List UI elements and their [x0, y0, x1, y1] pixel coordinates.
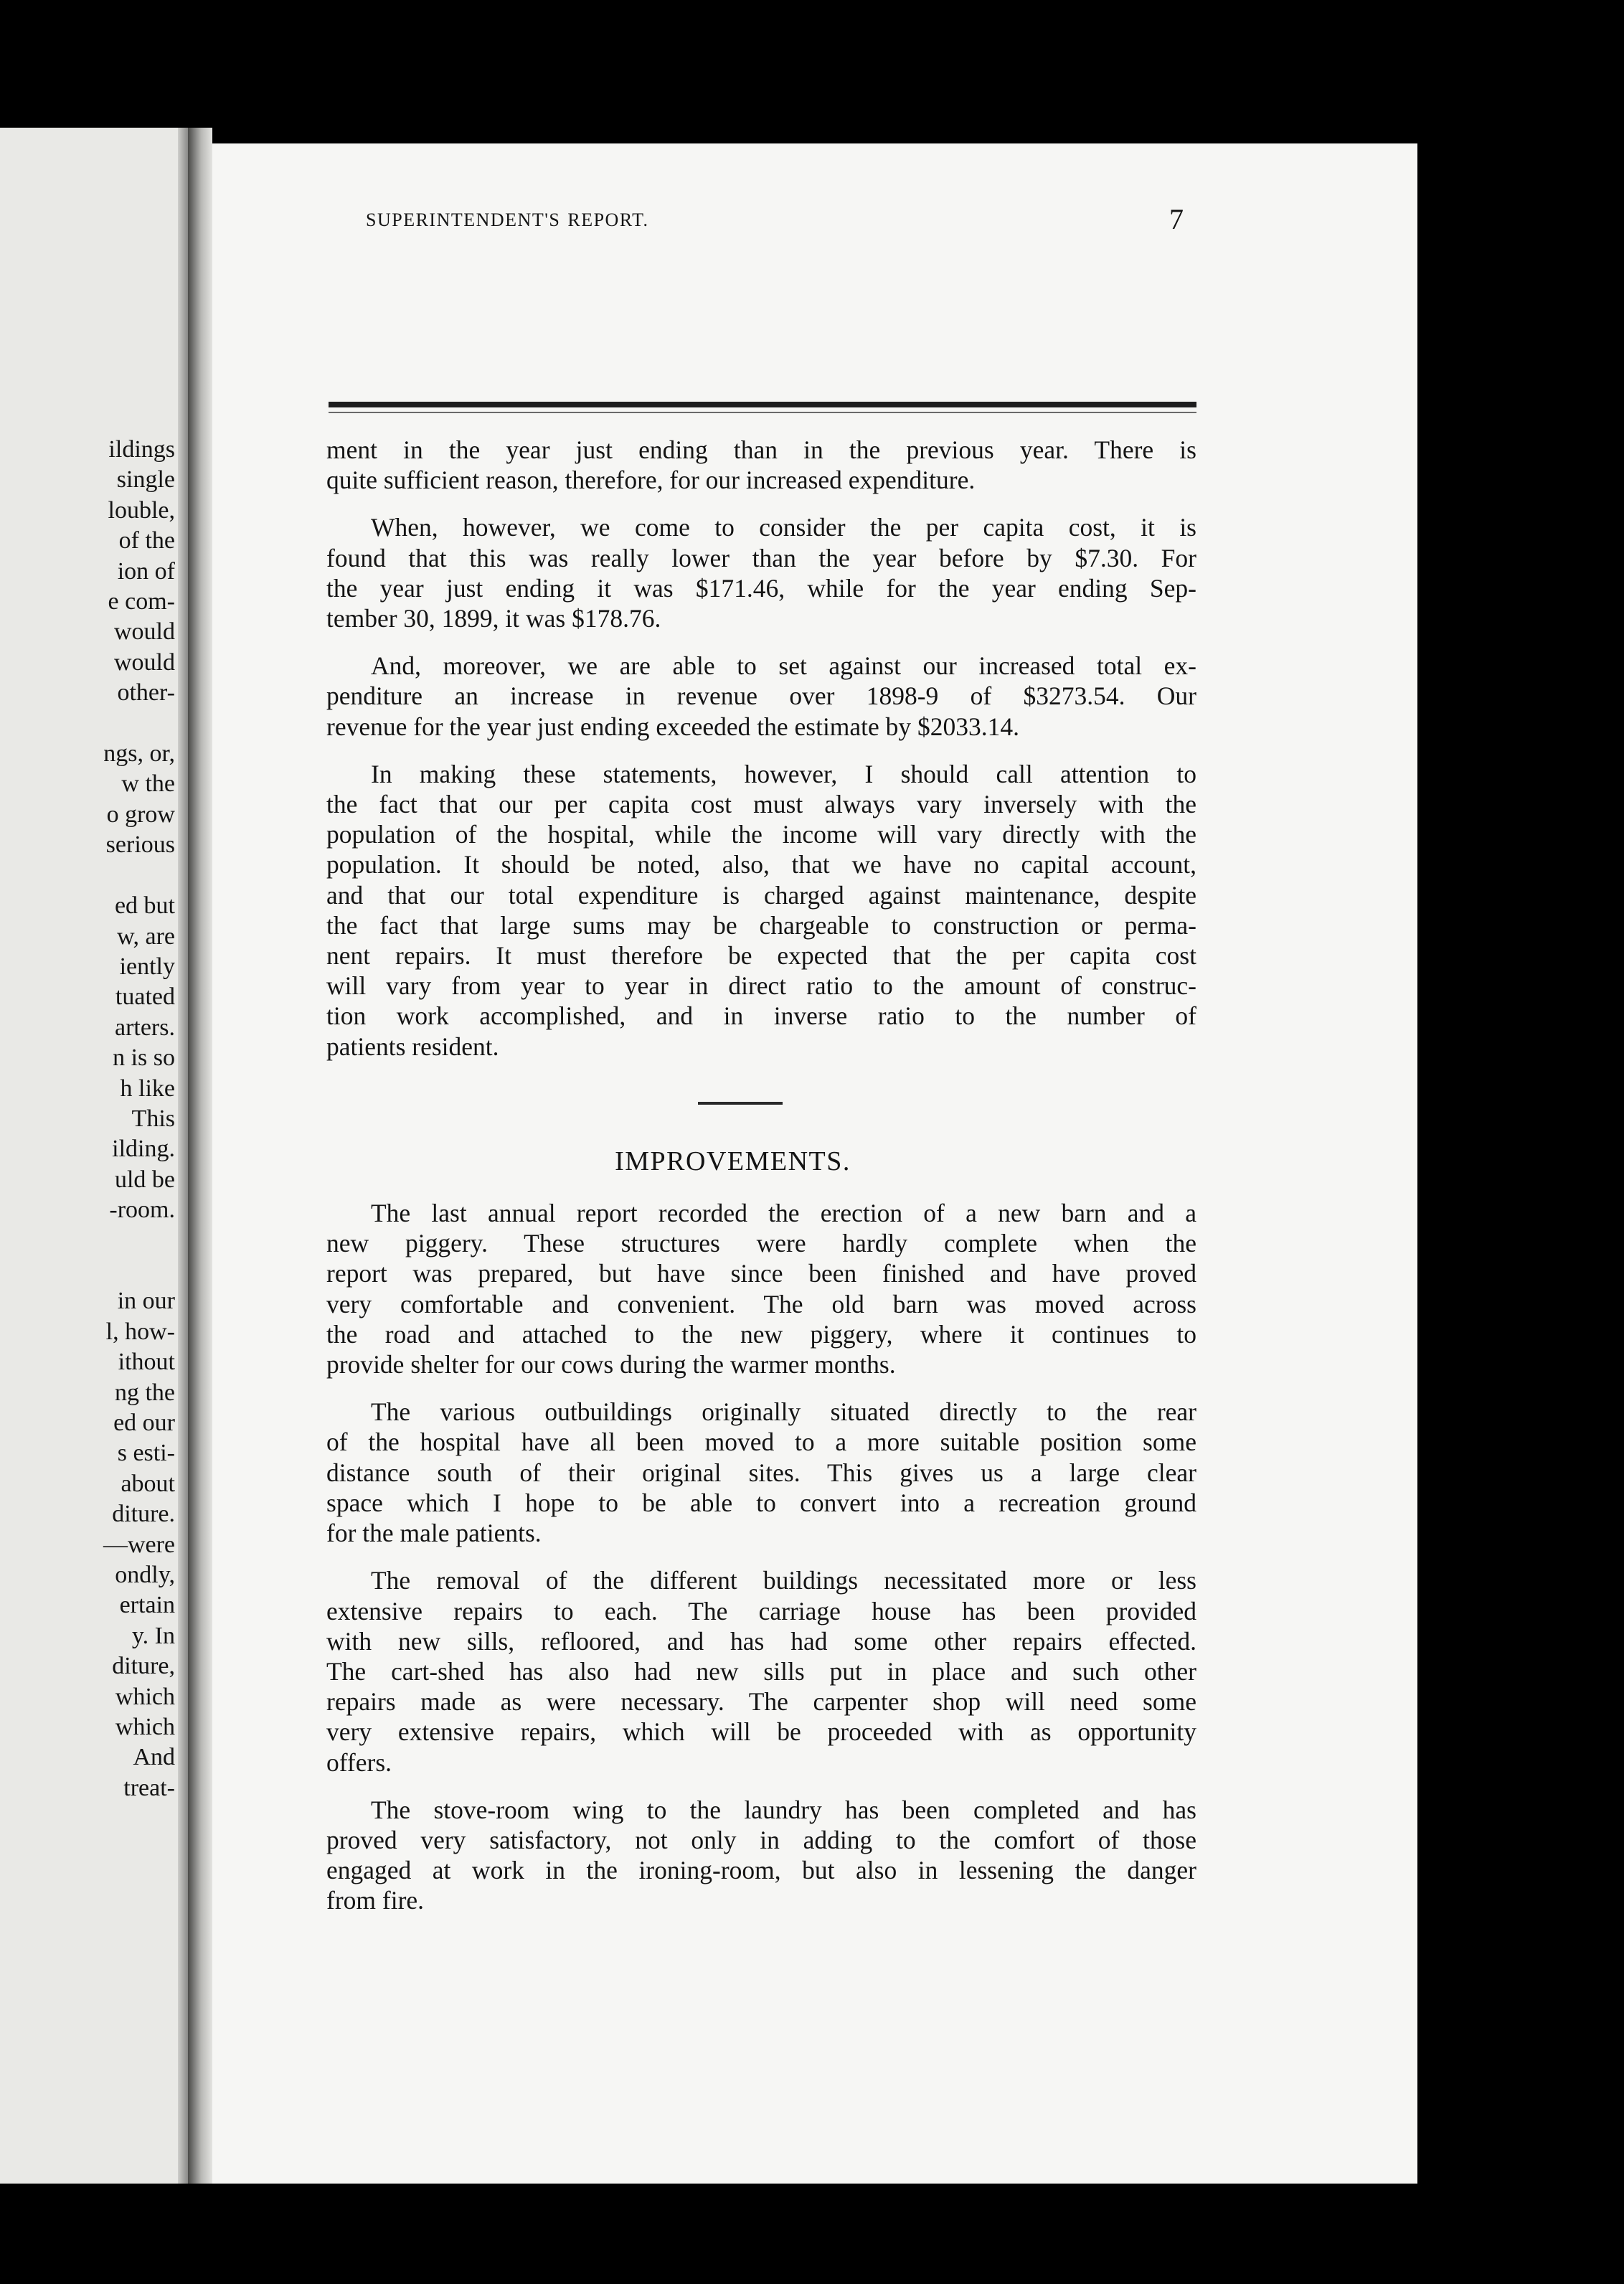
- facing-page-line: of the: [118, 527, 175, 555]
- paragraph-line: very extensive repairs, which will be proceeded with as opportunity: [326, 1717, 1196, 1747]
- facing-page-line: ertain: [119, 1592, 175, 1619]
- paragraph-line: nent repairs. It must therefore be expected that the per capita cost: [326, 941, 1196, 971]
- paragraph-line: new piggery. These structures were hardly complete when the: [326, 1229, 1196, 1258]
- facing-page-line: diture.: [112, 1501, 175, 1528]
- paragraph-line: population of the hospital, while the income will vary directly with the: [326, 820, 1196, 849]
- section-divider: [698, 1102, 783, 1105]
- facing-page-line: ed but: [114, 892, 175, 920]
- facing-page-line: ithout: [118, 1349, 175, 1376]
- paragraph-line: for the male patients.: [326, 1519, 542, 1548]
- facing-page-line: ngs, or,: [103, 740, 175, 768]
- paragraph-line: the road and attached to the new piggery, where it continues to: [326, 1319, 1196, 1349]
- paragraph-line: In making these statements, however, I should call attention to: [371, 759, 1196, 788]
- paragraph: [326, 651, 1196, 742]
- paragraph-line: extensive repairs to each. The carriage house has been provided: [326, 1596, 1196, 1625]
- facing-page-line: n is so: [113, 1044, 175, 1072]
- paragraph: [326, 435, 1196, 495]
- paragraph: [326, 1397, 1196, 1548]
- paragraph-line: found that this was really lower than the year before by $7.30. For: [326, 543, 1196, 572]
- paragraph-line: space which I hope to be able to convert into a recreation ground: [326, 1488, 1196, 1517]
- paragraph-line: provide shelter for our cows during the warmer months.: [326, 1350, 896, 1379]
- header-rule-thick: [329, 402, 1196, 407]
- facing-page-line: [3, 861, 175, 891]
- facing-page-text-fragments: [3, 435, 175, 1803]
- paragraph-line: the fact that large sums may be chargeable to construction or perma-: [326, 910, 1196, 940]
- paragraph-line: of the hospital have all been moved to a more suitable position some: [326, 1428, 1196, 1457]
- facing-page-line: -room.: [109, 1197, 175, 1224]
- section-heading: IMPROVEMENTS.: [615, 1146, 851, 1176]
- paragraphs-before-section: [326, 435, 1196, 1062]
- paragraph-line: tember 30, 1899, it was $178.76.: [326, 604, 661, 633]
- facing-page-line: ondly,: [115, 1562, 175, 1589]
- paragraph-line: When, however, we come to consider the per capita cost, it is: [371, 513, 1196, 542]
- header-rule-thin: [329, 412, 1196, 413]
- running-header: SUPERINTENDENT'S REPORT.: [366, 209, 649, 230]
- facing-page-line: And: [133, 1744, 175, 1771]
- facing-page-line: [3, 709, 175, 739]
- facing-page-line: louble,: [108, 496, 175, 524]
- paragraph: [326, 1795, 1196, 1916]
- facing-page-line: l, how-: [105, 1318, 175, 1345]
- paragraph-line: very comfortable and convenient. The old barn was moved across: [326, 1289, 1196, 1318]
- paragraph-line: tion work accomplished, and in inverse ratio to the number of: [326, 1001, 1196, 1031]
- paragraph-line: proved very satisfactory, not only in adding to the comfort of those: [326, 1825, 1196, 1854]
- facing-page-line: iently: [119, 953, 175, 980]
- paragraph-line: and that our total expenditure is charged against maintenance, despite: [326, 880, 1196, 910]
- paragraph-line: patients resident.: [326, 1032, 499, 1061]
- paragraph-line: offers.: [326, 1747, 392, 1777]
- facing-page-line: about: [121, 1470, 175, 1497]
- facing-page-line: ilding.: [112, 1136, 175, 1163]
- facing-page-line: e com-: [108, 588, 175, 615]
- report-body: [326, 435, 1196, 1933]
- facing-page-line: —were: [103, 1531, 175, 1558]
- facing-page-line: [3, 1256, 175, 1286]
- facing-page-line: arters.: [114, 1014, 175, 1041]
- paragraph-line: the year just ending it was $171.46, while for the year ending Sep-: [326, 573, 1196, 603]
- facing-page-line: serious: [105, 831, 175, 859]
- paragraph-line: revenue for the year just ending exceeded the estimate by $2033.14.: [326, 712, 1020, 741]
- paragraph-line: quite sufficient reason, therefore, for our increased expenditure.: [326, 466, 976, 495]
- facing-page-line: which: [115, 1683, 175, 1710]
- paragraph-line: will vary from year to year in direct ratio to the amount of construc-: [326, 971, 1196, 1001]
- paragraph-line: population. It should be noted, also, that we have no capital account,: [326, 850, 1196, 879]
- facing-page-line: w, are: [117, 922, 175, 950]
- facing-page-line: h like: [120, 1075, 175, 1102]
- book-spine: [188, 128, 212, 2184]
- paragraph-line: distance south of their original sites. This gives us a large clear: [326, 1458, 1196, 1487]
- paragraph-line: And, moreover, we are able to set against our increased total ex-: [371, 651, 1196, 681]
- paragraph-line: repairs made as were necessary. The carpenter shop will need some: [326, 1687, 1196, 1717]
- page-gutter-shadow: [178, 128, 188, 2184]
- facing-page-line: ion of: [117, 557, 175, 585]
- facing-page-line: diture,: [112, 1653, 175, 1680]
- facing-page-line: which: [115, 1714, 175, 1741]
- facing-page-line: o grow: [106, 801, 175, 828]
- facing-page-line: ed our: [113, 1410, 175, 1436]
- paragraph-line: penditure an increase in revenue over 1898-9 of $3273.54. Our: [326, 681, 1196, 711]
- paragraph-line: the fact that our per capita cost must always vary inversely with the: [326, 790, 1196, 819]
- paragraph-line: ment in the year just ending than in the previous year. There is: [326, 435, 1196, 464]
- facing-page-line: ng the: [114, 1379, 175, 1406]
- paragraph-line: The last annual report recorded the erection of a new barn and a: [371, 1199, 1196, 1228]
- facing-page-line: This: [131, 1105, 175, 1132]
- facing-page: [0, 128, 188, 2184]
- facing-page-line: y. In: [131, 1622, 175, 1649]
- page-number: 7: [1169, 203, 1184, 235]
- paragraph: [326, 759, 1196, 1062]
- facing-page-line: [3, 1226, 175, 1256]
- facing-page-line: tuated: [115, 983, 175, 1011]
- facing-page-line: in our: [117, 1288, 175, 1315]
- facing-page-line: ildings: [108, 436, 175, 463]
- facing-page-line: s esti-: [117, 1440, 175, 1467]
- paragraph-line: The cart-shed has also had new sills put in place and such other: [326, 1656, 1196, 1686]
- facing-page-line: uld be: [114, 1166, 175, 1193]
- facing-page-line: would: [114, 618, 175, 646]
- facing-page-line: treat-: [123, 1774, 175, 1801]
- paragraph-line: from fire.: [326, 1886, 425, 1915]
- paragraph-line: with new sills, refloored, and has had some other repairs effected.: [326, 1626, 1196, 1656]
- paragraph: [326, 1565, 1196, 1777]
- paragraph: [326, 512, 1196, 633]
- paragraph-line: The stove-room wing to the laundry has been completed and has: [371, 1795, 1196, 1824]
- paragraph-line: The various outbuildings originally situated directly to the rear: [371, 1397, 1196, 1427]
- facing-page-line: single: [116, 466, 175, 494]
- facing-page-line: other-: [117, 679, 175, 707]
- paragraph-line: report was prepared, but have since been finished and have proved: [326, 1259, 1196, 1288]
- paragraph-line: engaged at work in the ironing-room, but also in lessening the danger: [326, 1856, 1196, 1885]
- paragraph-line: The removal of the different buildings necessitated more or less: [371, 1566, 1196, 1595]
- facing-page-line: would: [114, 648, 175, 676]
- facing-page-line: w the: [121, 770, 175, 798]
- improvements-paragraphs: [326, 1198, 1196, 1915]
- paragraph: [326, 1198, 1196, 1379]
